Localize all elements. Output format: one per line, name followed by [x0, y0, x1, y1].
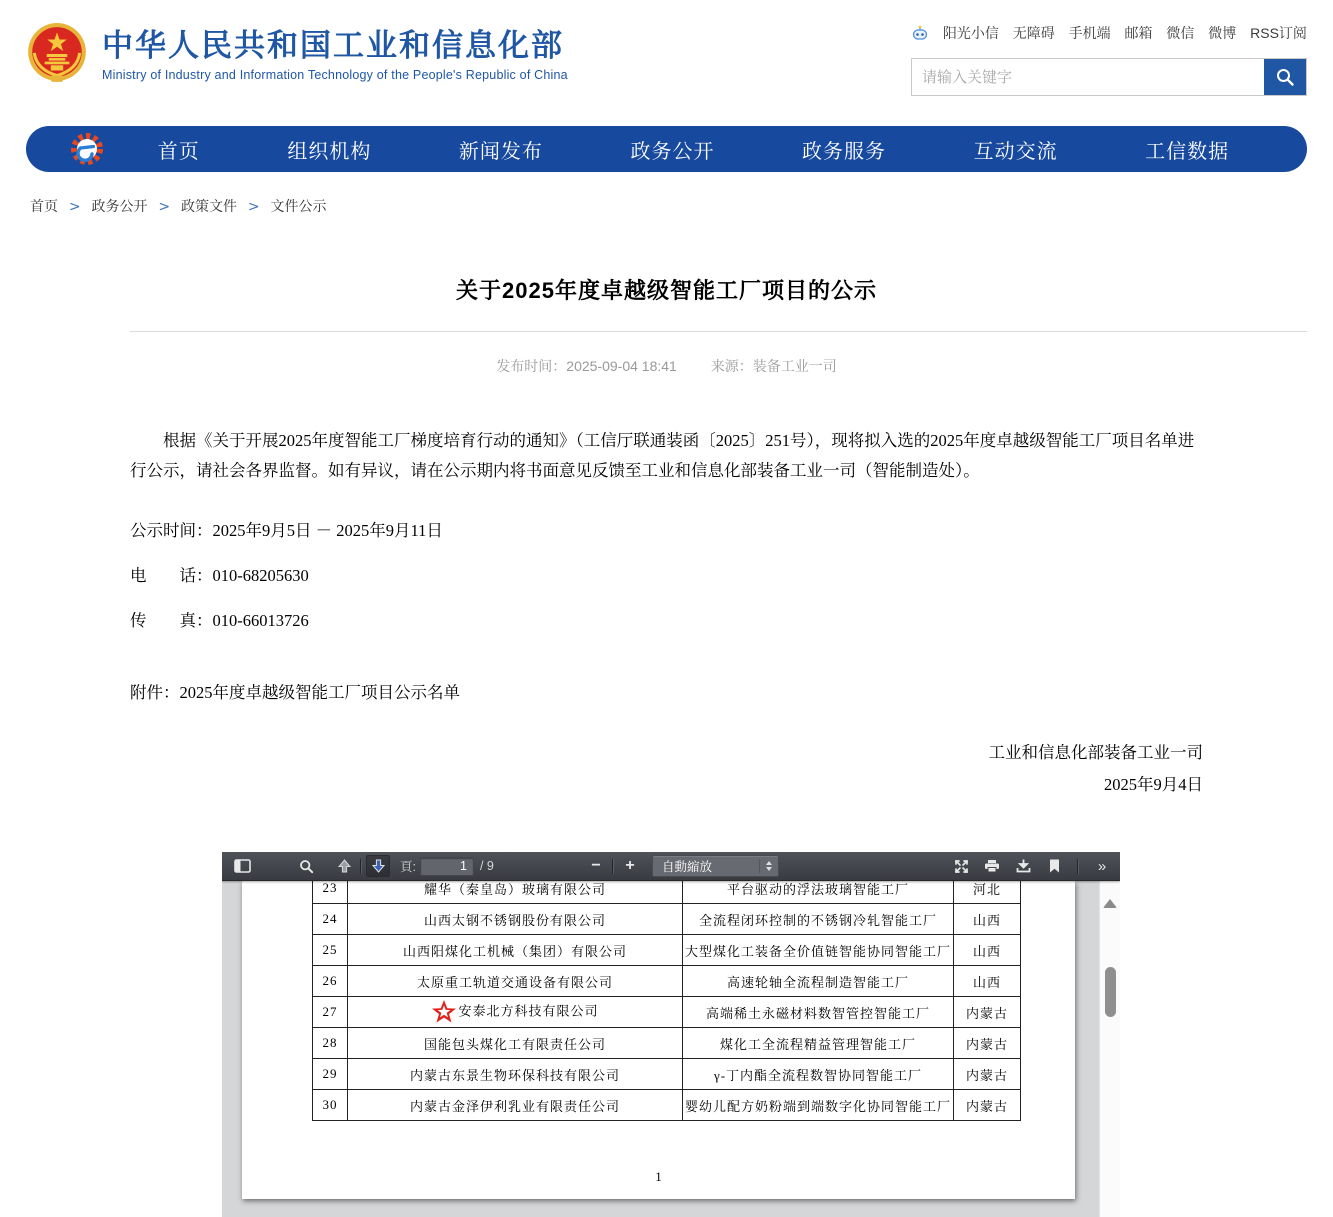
pdf-toolbar	[222, 852, 1120, 881]
page-label: 頁:	[400, 860, 416, 874]
signer: 工业和信息化部装备工业一司	[988, 743, 1203, 762]
scrollbar-thumb[interactable]	[1105, 967, 1116, 1017]
quick-link-weibo[interactable]: 微博	[1208, 25, 1237, 41]
nav-item-home[interactable]: 首页	[157, 140, 200, 163]
page-title: 关于2025年度卓越级智能工厂项目的公示	[456, 278, 877, 303]
fax-line: 传 真：010-66013726	[130, 611, 309, 630]
article-meta	[26, 356, 1307, 376]
attachment-link[interactable]: 附件：2025年度卓越级智能工厂项目公示名单	[130, 683, 460, 702]
pdf-page-number: 1	[655, 1169, 662, 1184]
download-button[interactable]	[1011, 855, 1035, 877]
national-emblem-icon	[26, 22, 88, 88]
search-icon	[1275, 67, 1295, 87]
breadcrumb-document-notice[interactable]: 文件公示	[270, 198, 327, 214]
page-number-input[interactable]	[420, 857, 474, 876]
toolbar-separator	[1077, 859, 1079, 874]
sidebar-toggle-button[interactable]	[230, 855, 254, 877]
quick-link-mail[interactable]: 邮箱	[1124, 25, 1153, 41]
search-input[interactable]	[912, 59, 1264, 95]
nav-item-miit-data[interactable]: 工信数据	[1145, 140, 1230, 163]
table-row: 28 国能包头煤化工有限责任公司 煤化工全流程精益管理智能工厂 内蒙古	[313, 1028, 1021, 1059]
presentation-mode-button[interactable]	[949, 855, 973, 877]
table-row-starred: 27 安泰北方科技有限公司 高端稀土永磁材料数智管控智能工厂 内蒙古	[313, 997, 1021, 1028]
miit-gear-logo-icon	[70, 132, 104, 166]
pdf-viewer	[222, 852, 1120, 1217]
title-divider	[130, 331, 1307, 332]
zoom-mode-select[interactable]	[652, 855, 779, 877]
page-down-button[interactable]	[366, 855, 390, 877]
pdf-content-area	[222, 881, 1120, 1217]
page-total: / 9	[479, 859, 494, 873]
red-star-annotation-icon	[431, 999, 457, 1024]
find-button[interactable]	[294, 855, 318, 877]
table-row: 26 太原重工轨道交通设备有限公司 高速轮轴全流程制造智能工厂 山西	[313, 966, 1021, 997]
article-source: 来源：装备工业一司	[710, 358, 837, 374]
nav-item-news[interactable]: 新闻发布	[458, 140, 543, 163]
quick-link-mobile[interactable]: 手机端	[1068, 25, 1111, 41]
bookmark-button[interactable]	[1042, 855, 1066, 877]
toolbar-separator	[612, 859, 614, 874]
select-updown-icon	[759, 859, 778, 873]
quick-link-wechat[interactable]: 微信	[1166, 25, 1195, 41]
search-button[interactable]	[1264, 59, 1306, 95]
pdf-page	[242, 881, 1075, 1199]
breadcrumb-policy-documents[interactable]: 政策文件	[181, 198, 238, 214]
site-logo[interactable]	[26, 22, 568, 88]
breadcrumb	[30, 196, 1333, 216]
nav-item-gov-services[interactable]: 政务服务	[802, 140, 887, 163]
zoom-out-button[interactable]: −	[591, 857, 601, 874]
article-body	[130, 426, 1203, 800]
breadcrumb-separator: >	[247, 199, 260, 215]
zoom-in-button[interactable]: +	[625, 857, 635, 874]
project-table	[312, 881, 1021, 1121]
scroll-up-arrow-icon[interactable]	[1103, 899, 1117, 908]
main-nav	[26, 126, 1307, 172]
site-title-en: Ministry of Industry and Information Technology of the People's Republic of China	[102, 68, 568, 83]
nav-item-gov-disclosure[interactable]: 政务公开	[630, 140, 715, 163]
article	[26, 274, 1307, 800]
quick-link-rss[interactable]: RSS订阅	[1250, 25, 1307, 41]
more-tools-button[interactable]: »	[1097, 857, 1107, 875]
site-header	[0, 0, 1333, 96]
table-row: 30 内蒙古金泽伊利乳业有限责任公司 婴幼儿配方奶粉端到端数字化协同智能工厂 内蒙古	[313, 1090, 1021, 1121]
breadcrumb-separator: >	[68, 199, 81, 215]
zoom-controls	[584, 852, 779, 880]
quick-link-accessibility[interactable]: 无障碍	[1012, 25, 1055, 41]
table-row: 25 山西阳煤化工机械（集团）有限公司 大型煤化工装备全价值链智能协同智能工厂 山西	[313, 935, 1021, 966]
nav-item-interaction[interactable]: 互动交流	[973, 140, 1058, 163]
robot-mascot-icon	[911, 23, 929, 43]
search-bar	[911, 58, 1307, 96]
page-up-button[interactable]	[332, 855, 356, 877]
article-paragraph: 根据《关于开展2025年度智能工厂梯度培育行动的通知》（工信厅联通装函〔2025〕251号），现将拟入选的2025年度卓越级智能工厂项目名单进行公示，请社会各界监督。如有异议，请在公示期内将书面意见反馈至工业和信息化部装备工业一司（智能制造处）。	[130, 431, 1195, 480]
nav-item-organization[interactable]: 组织机构	[287, 140, 372, 163]
table-row: 24 山西太钢不锈钢股份有限公司 全流程闭环控制的不锈钢冷轧智能工厂 山西	[313, 904, 1021, 935]
toolbar-right-group	[949, 852, 1114, 880]
publish-time: 发布时间：2025-09-04 18:41	[496, 358, 677, 374]
print-button[interactable]	[980, 855, 1004, 877]
table-row: 29 内蒙古东景生物环保科技有限公司 γ-丁内酯全流程数智协同智能工厂 内蒙古	[313, 1059, 1021, 1090]
pdf-scrollbar[interactable]	[1099, 881, 1120, 1217]
breadcrumb-separator: >	[158, 199, 171, 215]
sign-date: 2025年9月4日	[1104, 775, 1203, 794]
breadcrumb-gov-disclosure[interactable]: 政务公开	[91, 198, 148, 214]
phone-line: 电 话：010-68205630	[130, 566, 309, 585]
notice-period: 公示时间：2025年9月5日 － 2025年9月11日	[130, 521, 443, 540]
zoom-mode-value: 自動縮放	[662, 860, 713, 874]
breadcrumb-home[interactable]: 首页	[30, 198, 58, 214]
table-row: 23 耀华（秦皇岛）玻璃有限公司 平台驱动的浮法玻璃智能工厂 河北	[313, 881, 1021, 904]
toolbar-separator	[360, 859, 362, 874]
site-title: 中华人民共和国工业和信息化部	[102, 27, 564, 63]
quick-link-yangguangxiaoxin[interactable]: 阳光小信	[942, 25, 999, 41]
quick-links	[911, 22, 1307, 44]
